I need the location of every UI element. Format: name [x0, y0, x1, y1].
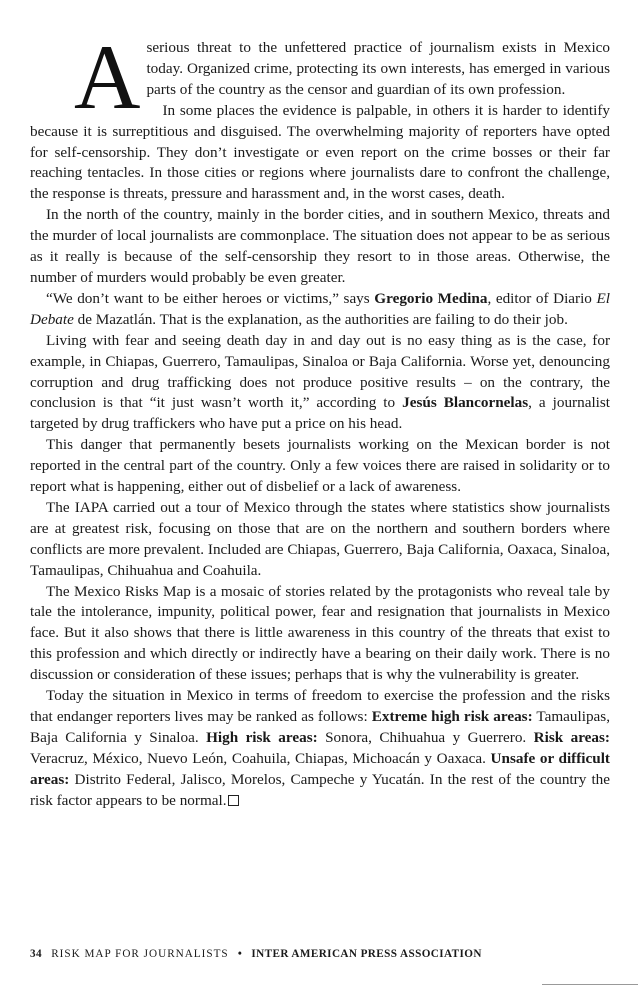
- person-name-blancornelas: Jesús Blancornelas: [402, 394, 529, 412]
- page-footer: [30, 948, 610, 960]
- organization-name: INTER AMERICAN PRESS ASSOCIATION: [251, 948, 482, 960]
- paragraph-5-text-a: Living with fear and seeing death day in and day out is no easy thing as is the case, for example, in Chiapas, Guerrero, Tamaulipas, Sinaloa or Baja California. Worse yet, denouncing corruption and drug trafficking does not produce positive results – on the contrary, the conclusion is that “it just wasn’t worth it,” according to: [30, 331, 610, 412]
- risk-list-unsafe: Distrito Federal, Jalisco, Morelos, Campeche y Yucatán. In the rest of the country the risk factor appears to be normal.: [30, 770, 610, 809]
- paragraph-6: This danger that permanently besets journalists working on the Mexican border is not reported in the central part of the country. Only a few voices there are raised in solidarity or to report what is happening, either out of disbelief or a lack of awareness.: [30, 436, 610, 496]
- paragraph-4-text-b: , editor of Diario: [487, 289, 597, 307]
- publication-title: RISK MAP FOR JOURNALISTS: [51, 948, 229, 960]
- paragraph-9-intro: Today the situation in Mexico in terms of freedom to exercise the profession and the risks that endanger reporters lives may be ranked as follows:: [30, 687, 610, 725]
- page-number: 34: [30, 948, 42, 960]
- risk-heading-risk: Risk areas:: [533, 728, 610, 746]
- risk-heading-unsafe: Unsafe or difficult areas:: [30, 749, 610, 788]
- paragraph-3: In the north of the country, mainly in the border cities, and in southern Mexico, threats and the murder of local journalists are commonplace. The situation does not appear to be as serious as it really is because of the self-censorship they resort to in those areas. Otherwise, the number of murders would probably be even greater.: [30, 206, 610, 286]
- paragraph-5: [30, 331, 610, 436]
- paragraph-8: The Mexico Risks Map is a mosaic of stories related by the protagonists who reveal tale by tale the intolerance, impunity, political power, fear and resignation that journalists in Mexico face. But it also shows that there is little awareness in this country of the threats that exist to this profession and which directly or indirectly have a bearing on their daily work. There is no discussion or consideration of these issues; perhaps that is why the vulnerability is greater.: [30, 582, 610, 684]
- end-of-article-icon: [228, 795, 239, 806]
- risk-list-risk: Veracruz, México, Nuevo León, Coahuila, Chiapas, Michoacán y Oaxaca.: [30, 749, 491, 767]
- paragraph-1-text: serious threat to the unfettered practice of journalism exists in Mexico today. Organized crime, protecting its own interests, has emerged in various parts of the country as the censor and guardian of its own profession.: [146, 39, 610, 98]
- paragraph-4-text-c: de Mazatlán. That is the explanation, as the authorities are failing to do their job.: [73, 310, 568, 328]
- person-name-medina: Gregorio Medina: [374, 289, 488, 307]
- paragraph-2: In some places the evidence is palpable, in others it is harder to identify because it is surreptitious and disguised. The overwhelming majority of reporters have opted for self-censorship. They don’t investigate or even report on the crime bosses or their far reaching tentacles. In those cities or regions where journalists dare to confront the challenge, the response is threats, pressure and harassment and, in the worst cases, death.: [30, 101, 610, 203]
- footer-separator: •: [237, 948, 243, 960]
- quote-text: “We don’t want to be either heroes or victims,” says: [46, 289, 375, 307]
- paragraph-4: [30, 289, 610, 331]
- newspaper-name: El Debate: [30, 289, 610, 328]
- risk-list-extreme: Tamaulipas, Baja California y Sinaloa.: [30, 708, 610, 746]
- paragraph-5-text-b: , a journalist targeted by drug traffickers who have put a price on his head.: [30, 394, 611, 433]
- paragraph-7: The IAPA carried out a tour of Mexico through the states where statistics show journalists are at greatest risk, focusing on those that are on the northern and southern borders where conflicts are more prevalent. Included are Chiapas, Guerrero, Baja California, Oaxaca, Sinaloa, Tamaulipas, Chihuahua and Coahuila.: [30, 498, 610, 579]
- risk-heading-extreme: Extreme high risk areas:: [371, 708, 533, 725]
- paragraph-9: [30, 686, 610, 811]
- drop-cap: A: [74, 26, 141, 128]
- risk-heading-high: High risk areas:: [206, 728, 318, 746]
- article-body: [30, 26, 611, 812]
- paragraph-1: [30, 26, 610, 128]
- risk-list-high: Sonora, Chihuahua y Guerrero.: [317, 728, 534, 746]
